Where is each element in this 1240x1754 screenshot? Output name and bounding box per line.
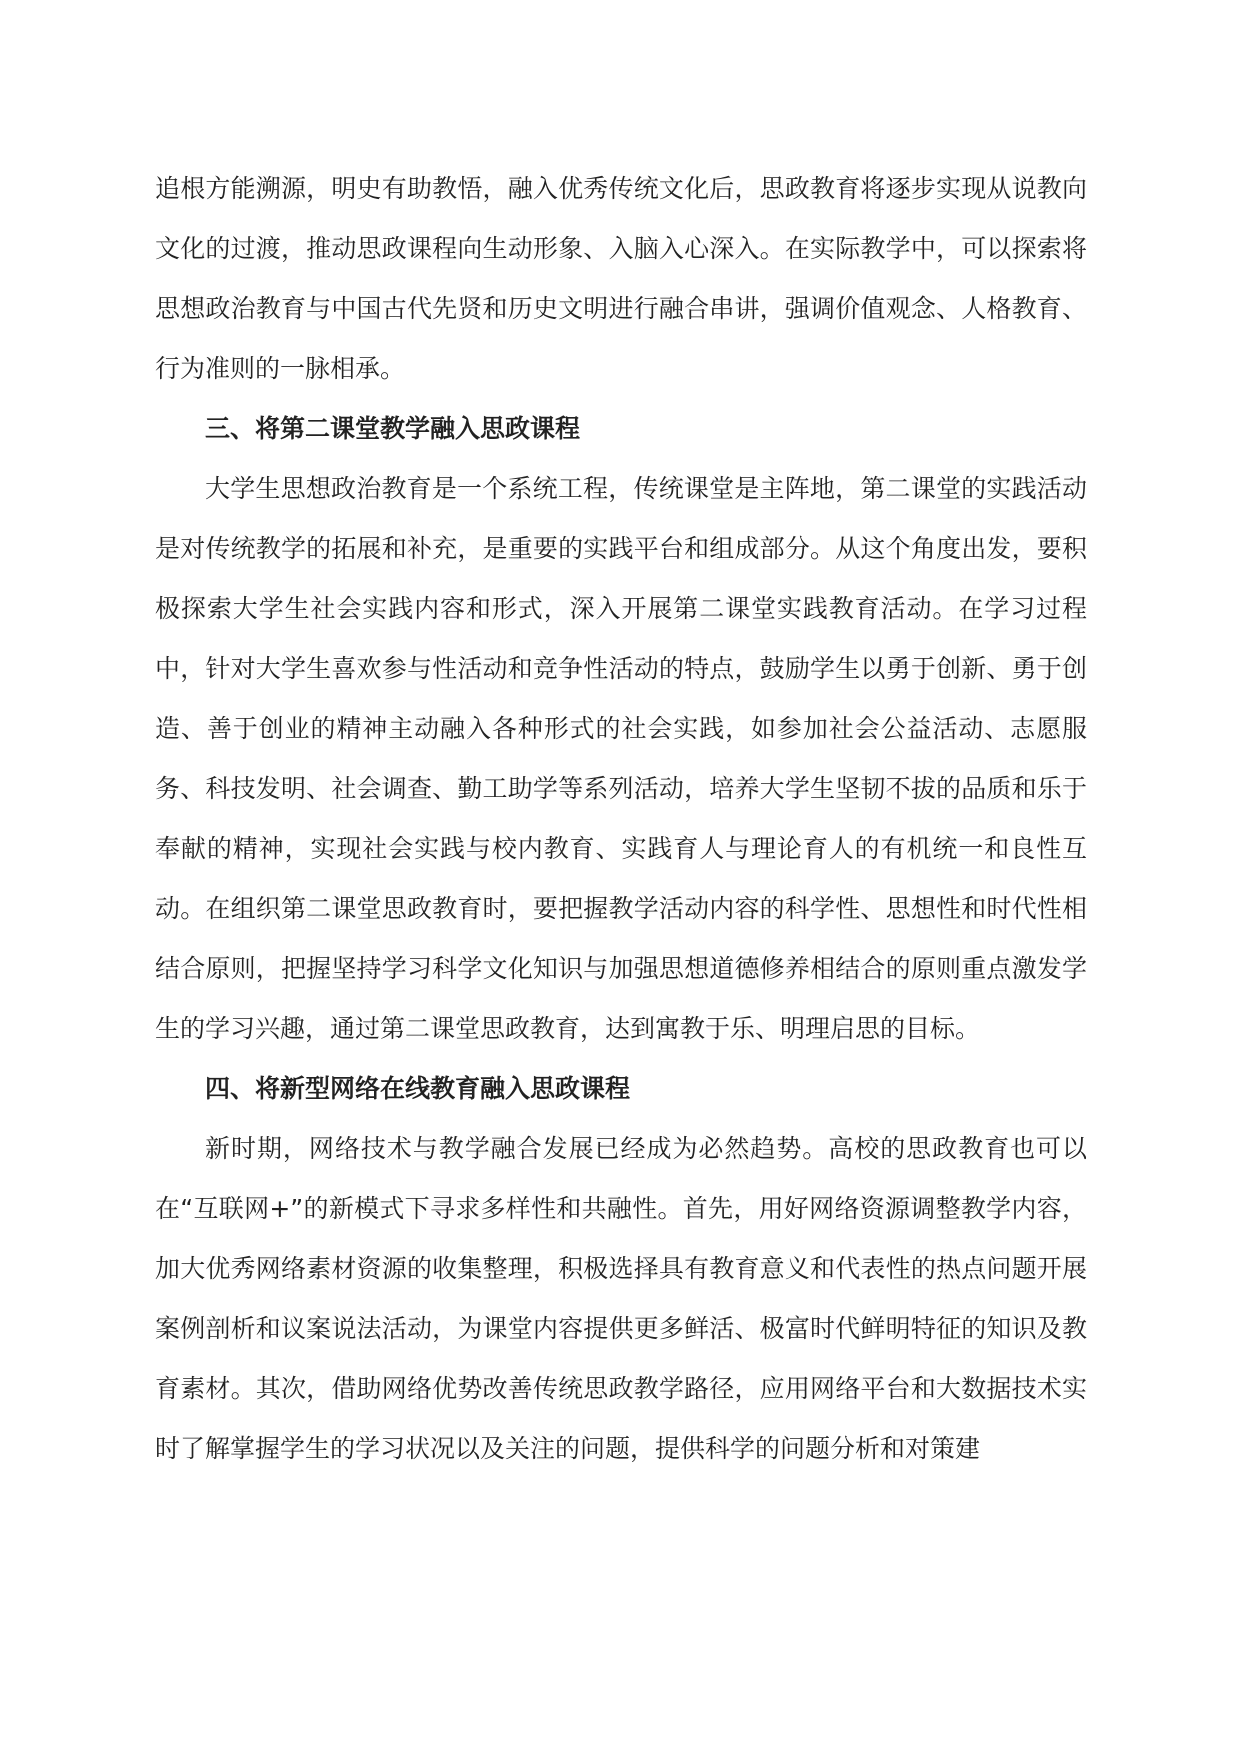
document-body [155, 159, 1087, 1479]
section-heading-4: 四、将新型网络在线教育融入思政课程 [205, 1074, 631, 1103]
paragraph-intro: 追根方能溯源，明史有助教悟，融入优秀传统文化后，思政教育将逐步实现从说教向文化的过渡，推动思政课程向生动形象、入脑入心深入。在实际教学中，可以探索将思想政治教育与中国古代先贤和历史文明进行融合串讲，强调价值观念、人格教育、行为准则的一脉相承。 [155, 174, 1087, 383]
paragraph-section-3: 大学生思想政治教育是一个系统工程，传统课堂是主阵地，第二课堂的实践活动是对传统教学的拓展和补充，是重要的实践平台和组成部分。从这个角度出发，要积极探索大学生社会实践内容和形式，深入开展第二课堂实践教育活动。在学习过程中，针对大学生喜欢参与性活动和竞争性活动的特点，鼓励学生以勇于创新、勇于创造、善于创业的精神主动融入各种形式的社会实践，如参加社会公益活动、志愿服务、科技发明、社会调查、勤工助学等系列活动，培养大学生坚韧不拔的品质和乐于奉献的精神，实现社会实践与校内教育、实践育人与理论育人的有机统一和良性互动。在组织第二课堂思政教育时，要把握教学活动内容的科学性、思想性和时代性相结合原则，把握坚持学习科学文化知识与加强思想道德修养相结合的原则重点激发学生的学习兴趣，通过第二课堂思政教育，达到寓教于乐、明理启思的目标。 [155, 474, 1087, 1043]
paragraph-section-4: 新时期，网络技术与教学融合发展已经成为必然趋势。高校的思政教育也可以在“互联网+”的新模式下寻求多样性和共融性。首先，用好网络资源调整教学内容，加大优秀网络素材资源的收集整理，积极选择具有教育意义和代表性的热点问题开展案例剖析和议案说法活动，为课堂内容提供更多鲜活、极富时代鲜明特征的知识及教育素材。其次，借助网络优势改善传统思政教学路径，应用网络平台和大数据技术实时了解掌握学生的学习状况以及关注的问题，提供科学的问题分析和对策建 [155, 1134, 1087, 1463]
section-heading-3: 三、将第二课堂教学融入思政课程 [205, 414, 581, 443]
